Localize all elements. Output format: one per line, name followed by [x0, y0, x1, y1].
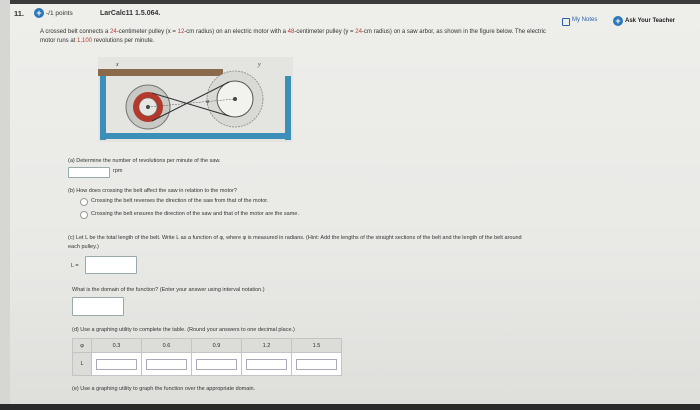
problem-value: 12	[177, 29, 185, 35]
table-label-L: L	[73, 353, 92, 376]
problem-value: 48	[287, 29, 295, 35]
bottom-bar	[0, 404, 700, 410]
part-b-option2-label: Crossing the belt ensures the direction of the saw and that of the motor are the same.	[91, 211, 299, 217]
values-table	[72, 338, 342, 376]
problem-text: y =	[345, 29, 356, 35]
ask-teacher-button[interactable]: Ask Your Teacher	[625, 18, 676, 24]
part-b-option1-radio[interactable]	[80, 198, 88, 206]
problem-text: -cm radius) on a saw arbor, as shown in the figure below. The electric	[361, 29, 546, 35]
table-cell: 0.6	[142, 339, 192, 353]
pulley-figure	[98, 57, 293, 142]
table-L-input[interactable]	[96, 359, 137, 370]
part-c-domain-question: What is the domain of the function? (Enter your answer using interval notation.)	[72, 287, 265, 293]
part-a-answer-input[interactable]	[68, 167, 110, 178]
top-bar	[0, 0, 700, 4]
table-L-input[interactable]	[246, 359, 287, 370]
table-cell: 0.9	[192, 339, 242, 353]
table-L-input[interactable]	[196, 359, 237, 370]
table-row-L	[73, 353, 342, 376]
ask-teacher-plus-icon[interactable]: +	[613, 16, 623, 26]
left-strip	[0, 0, 10, 410]
points-label: -/1 points	[46, 10, 73, 17]
problem-value: 24	[110, 29, 117, 35]
problem-statement	[40, 28, 680, 46]
problem-value: 1,100	[77, 38, 93, 44]
frame-left	[100, 76, 106, 140]
part-b-text: (b) How does crossing the belt affect the saw in relation to the motor?	[68, 188, 237, 194]
problem-text: -centimeter pulley (	[116, 29, 168, 35]
part-a-text: (a) Determine the number of revolutions per minute of the saw.	[68, 158, 221, 164]
table-cell: 1.5	[292, 339, 342, 353]
table-label-phi: φ	[73, 339, 92, 353]
table-cell: 0.3	[92, 339, 142, 353]
question-number: 11.	[14, 9, 25, 18]
problem-text: -cm radius) on an electric motor with a	[184, 29, 288, 35]
part-b-option1-label: Crossing the belt reverses the direction of the saw from that of the motor.	[91, 198, 269, 204]
part-c-function-input[interactable]	[85, 256, 137, 274]
table-input-cell	[142, 353, 192, 376]
figure-label-x: x	[116, 62, 119, 68]
notes-icon[interactable]	[562, 18, 570, 26]
problem-text: x =	[167, 29, 178, 35]
part-c-text: (c) Let L be the total length of the belt. Write L as a function of φ, where φ is measured in radians. (Hint: Add the lengths of the straight sections of the belt and the length of the belt around	[68, 235, 522, 241]
figure-label-y: y	[258, 62, 261, 68]
problem-text: motor runs at	[40, 38, 78, 44]
table-cell: 1.2	[242, 339, 292, 353]
table-input-cell	[92, 353, 142, 376]
table-row-phi	[73, 339, 342, 353]
figure-label-phi: φ	[206, 99, 210, 105]
table-L-input[interactable]	[296, 359, 337, 370]
part-c-domain-input[interactable]	[72, 297, 124, 316]
part-d-text: (d) Use a graphing utility to complete the table. (Round your answers to one decimal place.)	[72, 327, 295, 333]
problem-text: revolutions per minute.	[92, 38, 155, 44]
expand-plus-icon[interactable]: +	[34, 8, 44, 18]
frame-bottom	[100, 133, 291, 139]
problem-value: 24	[355, 29, 362, 35]
problem-text: A crossed belt connects a	[40, 29, 111, 35]
saw-table	[98, 69, 223, 76]
problem-text: -centimeter pulley (	[294, 29, 346, 35]
question-code: LarCalc11 1.5.064.	[100, 10, 161, 17]
part-c-text2: each pulley.)	[68, 244, 99, 250]
table-input-cell	[192, 353, 242, 376]
my-notes-link[interactable]: My Notes	[572, 17, 598, 23]
part-e-text: (e) Use a graphing utility to graph the function over the appropriate domain.	[72, 386, 256, 392]
table-L-input[interactable]	[146, 359, 187, 370]
frame-right	[285, 76, 291, 140]
part-b-option2-radio[interactable]	[80, 211, 88, 219]
part-c-lhs: L =	[71, 263, 79, 269]
table-input-cell	[292, 353, 342, 376]
part-a-unit: rpm	[113, 168, 123, 174]
table-input-cell	[242, 353, 292, 376]
